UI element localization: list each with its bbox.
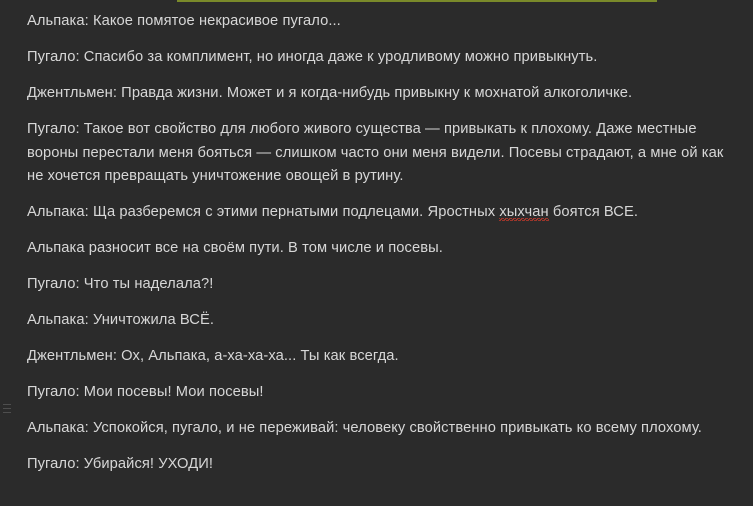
paragraph: Джентльмен: Правда жизни. Может и я когда-нибудь привыкну к мохнатой алкоголичке. (27, 85, 633, 101)
paragraph: Альпака: Какое помятое некрасивое пугало... (27, 13, 341, 29)
left-gutter (0, 0, 14, 506)
paragraph-with-misspelling (27, 201, 733, 225)
paragraph: Пугало: Что ты наделала?! (27, 276, 214, 292)
paragraph: Альпака разносит все на своём пути. В том числе и посевы. (27, 240, 443, 256)
gutter-mark (3, 404, 11, 405)
misspelled-word[interactable]: хыхчан (499, 204, 549, 220)
paragraph: Пугало: Такое вот свойство для любого живого существа — привыкать к плохому. Даже местные вороны перестали меня бояться — слишком часто они меня видели. Посевы страдают, а мне ой как не хочется превращать уничтожение овощей в рутину. (27, 121, 724, 184)
paragraph: Альпака: Уничтожила ВСЁ. (27, 312, 214, 328)
paragraph: Альпака: Успокойся, пугало, и не переживай: человеку свойственно привыкать ко всему плохому. (27, 420, 702, 436)
paragraph: Пугало: Спасибо за комплимент, но иногда даже к уродливому можно привыкнуть. (27, 49, 598, 65)
paragraph-text-before-misspelling: Альпака: Ща разберемся с этими пернатыми подлецами. Яростных (27, 204, 500, 220)
gutter-mark (3, 408, 11, 409)
paragraph: Пугало: Мои посевы! Мои посевы! (27, 384, 264, 400)
paragraph-text-after-misspelling: боятся ВСЕ. (548, 204, 638, 220)
paragraph: Пугало: Убирайся! УХОДИ! (27, 456, 214, 472)
document-body[interactable] (14, 0, 753, 506)
paragraph: Джентльмен: Ох, Альпака, а-ха-ха-ха... Ты как всегда. (27, 348, 399, 364)
gutter-mark (3, 412, 11, 413)
